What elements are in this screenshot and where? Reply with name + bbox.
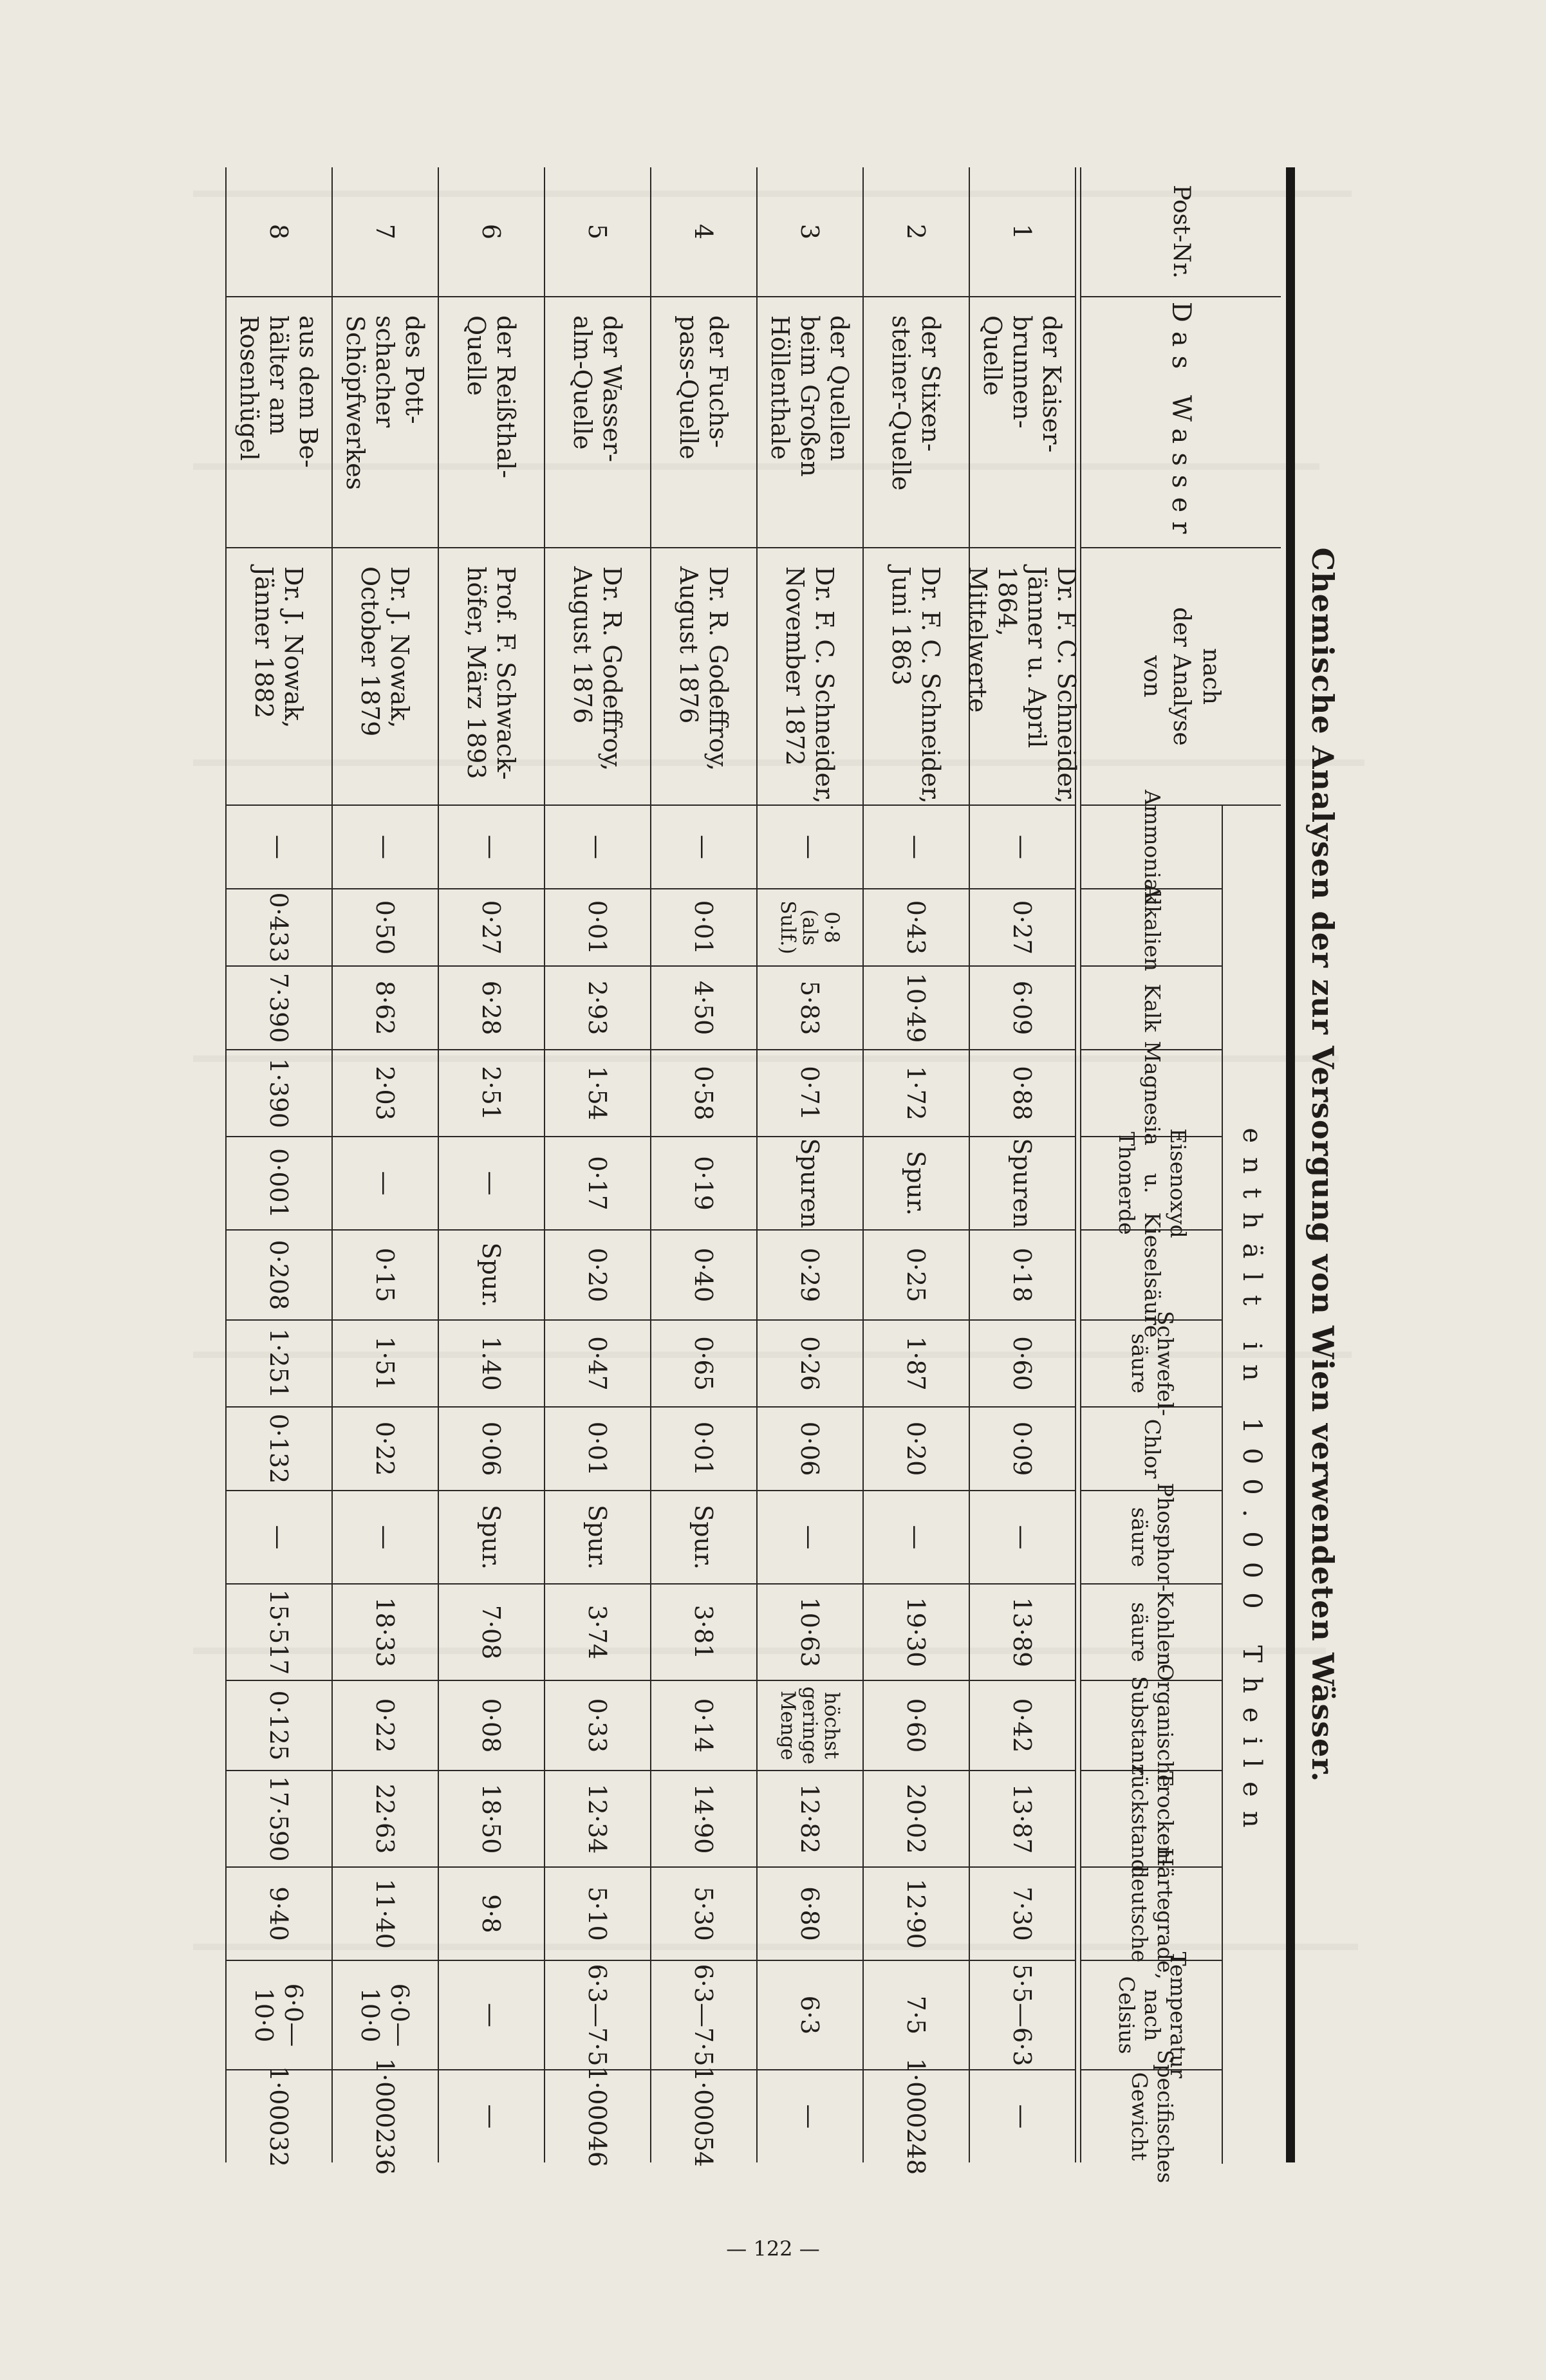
row-water-source: der Wasser- alm-Quelle [545, 296, 650, 547]
row-value: 9·40 [227, 1866, 331, 1960]
row-analyst: Dr. J. Nowak, October 1879 [333, 547, 438, 804]
header-param: Trocken- rückstand [1081, 1770, 1223, 1866]
row-analyst: Dr. R. Godeffroy, August 1876 [651, 547, 756, 804]
row-value: 0·18 [970, 1229, 1075, 1319]
row-value: 1·000248 [864, 2069, 969, 2162]
row-value: Spuren [970, 1136, 1075, 1229]
row-value: 6·80 [758, 1866, 862, 1960]
row-value: 0·8 (als Sulf.) [758, 888, 862, 965]
row-analyst: Dr. J. Nowak, Jänner 1882 [227, 547, 331, 804]
row-value: 1·000236 [333, 2069, 438, 2162]
page-number: — 122 — [726, 2236, 820, 2261]
header-param: Kohlen- säure [1081, 1583, 1223, 1680]
row-value: — [758, 1490, 862, 1583]
row-value: 1·390 [227, 1049, 331, 1136]
row-value: — [439, 1960, 544, 2069]
row-value: 0·208 [227, 1229, 331, 1319]
row-value: 12·90 [864, 1866, 969, 1960]
table-row [756, 167, 862, 2162]
row-value: 4·50 [651, 965, 756, 1049]
row-value: 0·60 [970, 1319, 1075, 1406]
header-enthaelt: enthält in 100.000 Theilen [1222, 804, 1281, 2164]
header-param: Eisenoxyd u. Thonerde [1081, 1136, 1223, 1229]
row-value: 1·00032 [227, 2069, 331, 2162]
table-row [964, 167, 1081, 2162]
row-value: — [651, 804, 756, 888]
row-value: 0·25 [864, 1229, 969, 1319]
row-number: 5 [583, 223, 612, 240]
row-value: 18·33 [333, 1583, 438, 1680]
row-value: — [227, 1490, 331, 1583]
row-value: 6·09 [970, 965, 1075, 1049]
header-param: Specifisches Gewicht [1081, 2069, 1223, 2162]
row-value: 0·09 [970, 1406, 1075, 1490]
row-value: 3·74 [545, 1583, 650, 1680]
row-analyst: Dr. F. C. Schneider, Jänner u. April 1864, Mittelwerte [970, 547, 1075, 804]
row-value: — [545, 804, 650, 888]
row-number: 2 [902, 223, 931, 240]
table-row [862, 167, 969, 2175]
row-value: 13·87 [970, 1770, 1075, 1866]
row-value: 0·01 [651, 888, 756, 965]
row-value: — [439, 804, 544, 888]
row-value: Spur. [651, 1490, 756, 1583]
row-value: — [864, 804, 969, 888]
header-param: Alkalien [1081, 888, 1223, 965]
header-analyse [1081, 547, 1281, 804]
row-value: — [970, 2069, 1075, 2162]
row-value: 19·30 [864, 1583, 969, 1680]
row-analyst: Dr. F. C. Schneider, Juni 1863 [864, 547, 969, 804]
row-value: 11·40 [333, 1866, 438, 1960]
row-number: 3 [796, 223, 824, 240]
header-param: Organische Substanz [1081, 1680, 1223, 1770]
row-value: 1·51 [333, 1319, 438, 1406]
row-value: 22·63 [333, 1770, 438, 1866]
header-param: Chlor [1081, 1406, 1223, 1490]
row-value: 0·01 [651, 1406, 756, 1490]
row-value: 8·62 [333, 965, 438, 1049]
row-value: — [970, 804, 1075, 888]
row-value: 20·02 [864, 1770, 969, 1866]
header-wasser [1081, 296, 1281, 547]
row-water-source: der Fuchs- pass-Quelle [651, 296, 756, 547]
row-value: 0·43 [864, 888, 969, 965]
row-value: 0·71 [758, 1049, 862, 1136]
header-param: Phosphor- säure [1081, 1490, 1223, 1583]
row-value: 0·06 [439, 1406, 544, 1490]
row-value: 13·89 [970, 1583, 1075, 1680]
table-title: Chemische Analysen der zur Versorgung von Wien verwendeten Wässer. [1305, 547, 1340, 1783]
row-water-source: des Pott- schacher Schöpfwerkes [333, 296, 438, 547]
table-row [544, 167, 650, 2168]
row-value: Spur. [545, 1490, 650, 1583]
row-value: 1·72 [864, 1049, 969, 1136]
row-value: 0·17 [545, 1136, 650, 1229]
row-value: 17·590 [227, 1770, 331, 1866]
header-param: Schwefel- säure [1081, 1319, 1223, 1406]
row-value: — [758, 804, 862, 888]
header-param: Kalk [1081, 965, 1223, 1049]
row-value: 0·22 [333, 1406, 438, 1490]
row-value: 10·49 [864, 965, 969, 1049]
row-value: 0·001 [227, 1136, 331, 1229]
row-value: 0·50 [333, 888, 438, 965]
row-value: 0·433 [227, 888, 331, 965]
row-value: 0·01 [545, 888, 650, 965]
row-value: Spuren [758, 1136, 862, 1229]
row-value: 0·19 [651, 1136, 756, 1229]
row-value: — [864, 1490, 969, 1583]
row-value: 0·15 [333, 1229, 438, 1319]
header-param: Härtegrade, deutsche [1081, 1866, 1223, 1960]
row-value: 9·8 [439, 1866, 544, 1960]
row-value: 7·5 [864, 1960, 969, 2069]
row-value: 15·517 [227, 1583, 331, 1680]
row-value: 12·34 [545, 1770, 650, 1866]
row-value: 0·58 [651, 1049, 756, 1136]
row-value: 0·14 [651, 1680, 756, 1770]
row-value: 0·20 [545, 1229, 650, 1319]
title-rule [1286, 167, 1295, 2162]
row-value: 5·30 [651, 1866, 756, 1960]
analysis-table [225, 167, 1345, 2184]
row-value: 1·00054 [651, 2069, 756, 2162]
row-value: 1·87 [864, 1319, 969, 1406]
header-param: Temperatur nach Celsius [1081, 1960, 1223, 2069]
row-value: — [439, 2069, 544, 2162]
row-value: 0·132 [227, 1406, 331, 1490]
row-value: 1·00046 [545, 2069, 650, 2162]
row-value: 0·88 [970, 1049, 1075, 1136]
row-value: — [439, 1136, 544, 1229]
row-value: 5·10 [545, 1866, 650, 1960]
row-value: — [758, 2069, 862, 2162]
row-value: 1·54 [545, 1049, 650, 1136]
row-value: — [333, 1136, 438, 1229]
header-param: Ammoniak [1081, 804, 1223, 888]
row-value: 1·251 [227, 1319, 331, 1406]
row-water-source: der Quellen beim Großen Höllenthale [758, 296, 862, 547]
row-value: 6·0—10·0 [333, 1960, 438, 2069]
table-row [331, 167, 438, 2175]
row-water-source: der Reißthal- Quelle [439, 296, 544, 547]
row-value: — [970, 1490, 1075, 1583]
table-row [225, 167, 331, 2168]
row-number: 7 [371, 223, 400, 240]
row-value: 0·33 [545, 1680, 650, 1770]
row-value: 12·82 [758, 1770, 862, 1866]
row-value: 0·26 [758, 1319, 862, 1406]
row-value: 0·125 [227, 1680, 331, 1770]
table-row [438, 167, 544, 2162]
row-value: 0·60 [864, 1680, 969, 1770]
row-value: 2·93 [545, 965, 650, 1049]
row-value: 0·47 [545, 1319, 650, 1406]
row-value: 0·27 [970, 888, 1075, 965]
row-water-source: der Stixen- steiner-Quelle [864, 296, 969, 547]
row-value: höchst geringe Menge [758, 1680, 862, 1770]
row-water-source: aus dem Be- hälter am Rosenhügel [227, 296, 331, 547]
row-analyst: Prof. F. Schwack- höfer, März 1893 [439, 547, 544, 804]
row-value: 14·90 [651, 1770, 756, 1866]
row-number: 6 [477, 223, 506, 240]
row-value: 6·3 [758, 1960, 862, 2069]
header-double-rule [1075, 167, 1081, 2162]
row-value: 0·01 [545, 1406, 650, 1490]
row-value: 6·3—7·5 [651, 1960, 756, 2069]
row-analyst: Dr. F. C. Schneider, November 1872 [758, 547, 862, 804]
row-value: Spur. [439, 1229, 544, 1319]
row-value: 0·40 [651, 1229, 756, 1319]
row-value: Spur. [864, 1136, 969, 1229]
row-value: 0·42 [970, 1680, 1075, 1770]
row-value: 6·0—10·0 [227, 1960, 331, 2069]
row-value: 5·5—6·3 [970, 1960, 1075, 2069]
row-value: 1.40 [439, 1319, 544, 1406]
row-value: 0·65 [651, 1319, 756, 1406]
row-value: 5·83 [758, 965, 862, 1049]
row-number: 8 [265, 223, 293, 240]
table-row [650, 167, 756, 2168]
row-value: 7·08 [439, 1583, 544, 1680]
row-value: 0·08 [439, 1680, 544, 1770]
header-wasser-text: Das Wasser [1166, 301, 1196, 543]
row-number: 1 [1008, 223, 1037, 240]
row-value: — [333, 804, 438, 888]
header-analyse-text: nach der Analyse von [1139, 607, 1224, 746]
row-value: 3·81 [651, 1583, 756, 1680]
row-value: 18·50 [439, 1770, 544, 1866]
row-value: — [227, 804, 331, 888]
row-number: 4 [689, 223, 718, 240]
row-value: 2·03 [333, 1049, 438, 1136]
header-post-nr: Post-Nr. [1168, 185, 1195, 279]
row-value: 0·06 [758, 1406, 862, 1490]
row-value: — [333, 1490, 438, 1583]
row-value: 10·63 [758, 1583, 862, 1680]
row-value: 7·390 [227, 965, 331, 1049]
row-value: 0·20 [864, 1406, 969, 1490]
row-value: 6·28 [439, 965, 544, 1049]
row-value: 0·27 [439, 888, 544, 965]
row-water-source: der Kaiser- brunnen- Quelle [970, 296, 1075, 547]
row-value: Spur. [439, 1490, 544, 1583]
row-value: 0·29 [758, 1229, 862, 1319]
row-analyst: Dr. R. Godeffroy, August 1876 [545, 547, 650, 804]
row-value: 6·3—7·5 [545, 1960, 650, 2069]
header-param: Magnesia [1081, 1049, 1223, 1136]
row-value: 7·30 [970, 1866, 1075, 1960]
header-param: Kieselsäure [1081, 1229, 1223, 1319]
row-value: 2·51 [439, 1049, 544, 1136]
row-value: 0·22 [333, 1680, 438, 1770]
